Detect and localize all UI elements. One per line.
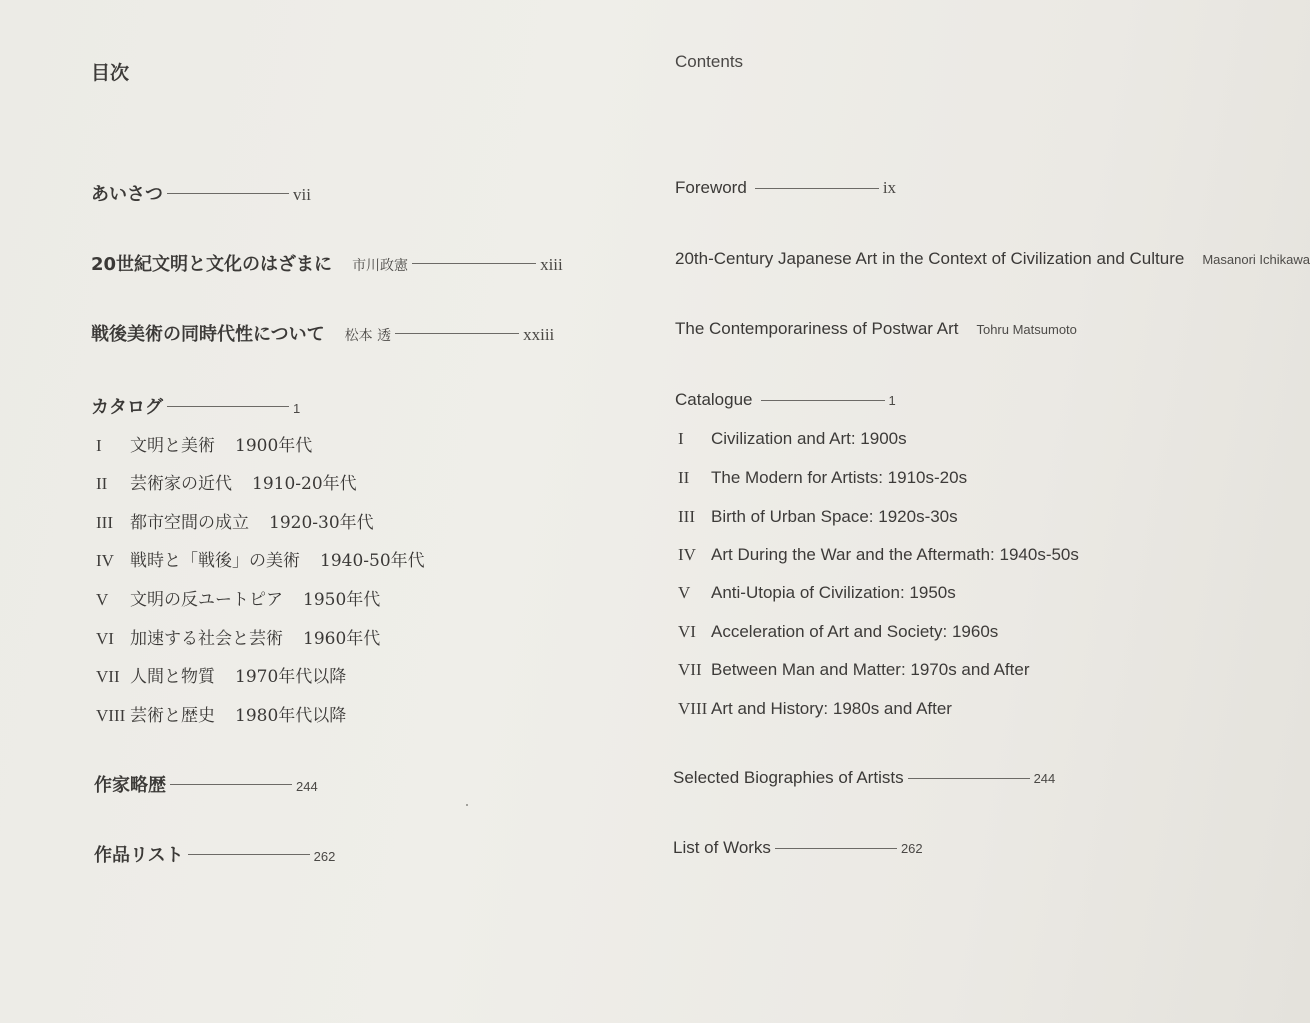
toc-entry-essay-ichikawa-en[interactable]	[675, 249, 1310, 269]
section-number: III	[96, 513, 113, 532]
entry-label: The Contemporariness of Postwar Art	[675, 319, 959, 338]
section-number: V	[678, 583, 691, 602]
toc-entry-catalogue-en[interactable]	[675, 390, 896, 410]
catalogue-section-1-en[interactable]	[678, 429, 907, 449]
leader-rule	[412, 263, 536, 264]
leader-rule	[170, 784, 292, 785]
leader-rule	[188, 854, 310, 855]
entry-author: Tohru Matsumoto	[976, 322, 1077, 337]
section-years: 1980年代以降	[235, 706, 347, 726]
catalogue-section-1-jp[interactable]	[96, 431, 312, 456]
entry-label: Foreword	[675, 178, 747, 197]
catalogue-section-8-en[interactable]	[678, 699, 952, 719]
toc-entry-biographies-jp[interactable]	[94, 771, 318, 797]
section-number: VIII	[96, 706, 126, 725]
japanese-contents-title: 目次	[91, 62, 130, 84]
entry-page-number: 244	[296, 779, 318, 794]
section-number: IV	[96, 551, 114, 570]
section-title: Civilization and Art: 1900s	[711, 429, 907, 448]
entry-page-number: 262	[313, 849, 336, 864]
section-number: VIII	[678, 699, 708, 718]
entry-page-number: vii	[293, 185, 311, 204]
entry-label: Catalogue	[675, 390, 753, 409]
section-title: 加速する社会と芸術	[130, 629, 283, 649]
section-title: Between Man and Matter: 1970s and After	[711, 660, 1030, 679]
toc-entry-list-of-works-jp[interactable]	[94, 841, 335, 867]
entry-label: List of Works	[673, 838, 771, 857]
catalogue-section-3-en[interactable]	[678, 507, 958, 527]
toc-entry-essay-matsumoto-jp[interactable]	[91, 320, 554, 346]
catalogue-section-8-jp[interactable]	[96, 701, 346, 726]
leader-rule	[775, 848, 897, 849]
catalogue-section-2-en[interactable]	[678, 468, 967, 488]
entry-label: Selected Biographies of Artists	[673, 768, 904, 787]
section-title: 人間と物質	[130, 667, 215, 687]
section-number: I	[678, 429, 684, 448]
toc-entry-list-of-works-en[interactable]	[673, 838, 923, 858]
entry-label: 20世紀文明と文化のはざまに	[91, 254, 333, 275]
catalogue-section-6-en[interactable]	[678, 622, 998, 642]
section-number: II	[96, 474, 108, 493]
entry-label: 作家略歴	[94, 775, 166, 796]
section-title: Acceleration of Art and Society: 1960s	[711, 622, 999, 641]
catalogue-section-5-en[interactable]	[678, 583, 956, 603]
section-title: 戦時と「戦後」の美術	[130, 551, 300, 571]
leader-rule	[167, 193, 289, 194]
section-years: 1920-30年代	[269, 513, 374, 533]
section-title: Art During the War and the Aftermath: 1940s-50s	[711, 545, 1079, 564]
section-title: Birth of Urban Space: 1920s-30s	[711, 507, 958, 526]
section-number: I	[96, 436, 102, 455]
entry-page-number: 1	[888, 393, 896, 408]
section-number: V	[96, 590, 109, 609]
section-number: II	[678, 468, 690, 487]
toc-entry-biographies-en[interactable]	[673, 768, 1055, 788]
toc-entry-foreword-jp[interactable]	[91, 180, 311, 206]
section-title: 文明の反ユートピア	[130, 590, 283, 610]
section-number: VII	[96, 667, 120, 686]
catalogue-section-2-jp[interactable]	[96, 469, 357, 494]
section-years: 1940-50年代	[320, 551, 425, 571]
section-title: 都市空間の成立	[130, 513, 249, 533]
section-number: III	[678, 507, 695, 526]
catalogue-section-7-jp[interactable]	[96, 662, 346, 687]
entry-label: 作品リスト	[94, 845, 184, 866]
catalogue-section-5-jp[interactable]	[96, 585, 380, 610]
section-title: Anti-Utopia of Civilization: 1950s	[711, 583, 956, 602]
entry-page-number: 244	[1033, 771, 1056, 786]
entry-label: カタログ	[91, 397, 163, 418]
entry-author: 松本 透	[344, 328, 392, 344]
catalogue-section-7-en[interactable]	[678, 660, 1029, 680]
leader-rule	[395, 333, 519, 334]
section-years: 1950年代	[303, 590, 381, 610]
entry-author: Masanori Ichikawa	[1202, 252, 1310, 267]
entry-page-number: 262	[900, 841, 923, 856]
toc-entry-catalogue-jp[interactable]	[91, 393, 300, 419]
entry-label: 20th-Century Japanese Art in the Context of Civilization and Culture	[675, 249, 1185, 268]
section-title: 芸術家の近代	[130, 474, 232, 494]
section-number: IV	[678, 545, 696, 564]
paper-speck	[466, 804, 468, 806]
section-title: 芸術と歴史	[130, 706, 215, 726]
toc-entry-essay-matsumoto-en[interactable]	[675, 319, 1077, 339]
section-title: The Modern for Artists: 1910s-20s	[711, 468, 968, 487]
entry-label: 戦後美術の同時代性について	[91, 324, 325, 345]
toc-entry-essay-ichikawa-jp[interactable]	[91, 250, 563, 276]
entry-page-number: 1	[293, 401, 301, 416]
section-number: VI	[96, 629, 114, 648]
section-years: 1970年代以降	[235, 667, 347, 687]
section-number: VI	[678, 622, 696, 641]
leader-rule	[761, 400, 885, 401]
section-years: 1900年代	[235, 436, 313, 456]
catalogue-section-4-jp[interactable]	[96, 546, 425, 571]
leader-rule	[908, 778, 1030, 779]
catalogue-section-6-jp[interactable]	[96, 624, 380, 649]
section-title: Art and History: 1980s and After	[711, 699, 952, 718]
toc-entry-foreword-en[interactable]	[675, 178, 896, 198]
entry-author: 市川政憲	[352, 258, 409, 274]
section-years: 1960年代	[303, 629, 381, 649]
leader-rule	[167, 406, 289, 407]
english-contents-title: Contents	[675, 52, 744, 71]
entry-page-number: xxiii	[523, 325, 555, 344]
leader-rule	[755, 188, 879, 189]
catalogue-section-3-jp[interactable]	[96, 508, 374, 533]
section-number: VII	[678, 660, 702, 679]
entry-page-number: xiii	[540, 255, 563, 274]
catalogue-section-4-en[interactable]	[678, 545, 1079, 565]
entry-page-number: ix	[882, 178, 897, 197]
section-years: 1910-20年代	[252, 474, 357, 494]
entry-label: あいさつ	[91, 184, 163, 205]
section-title: 文明と美術	[130, 436, 215, 456]
